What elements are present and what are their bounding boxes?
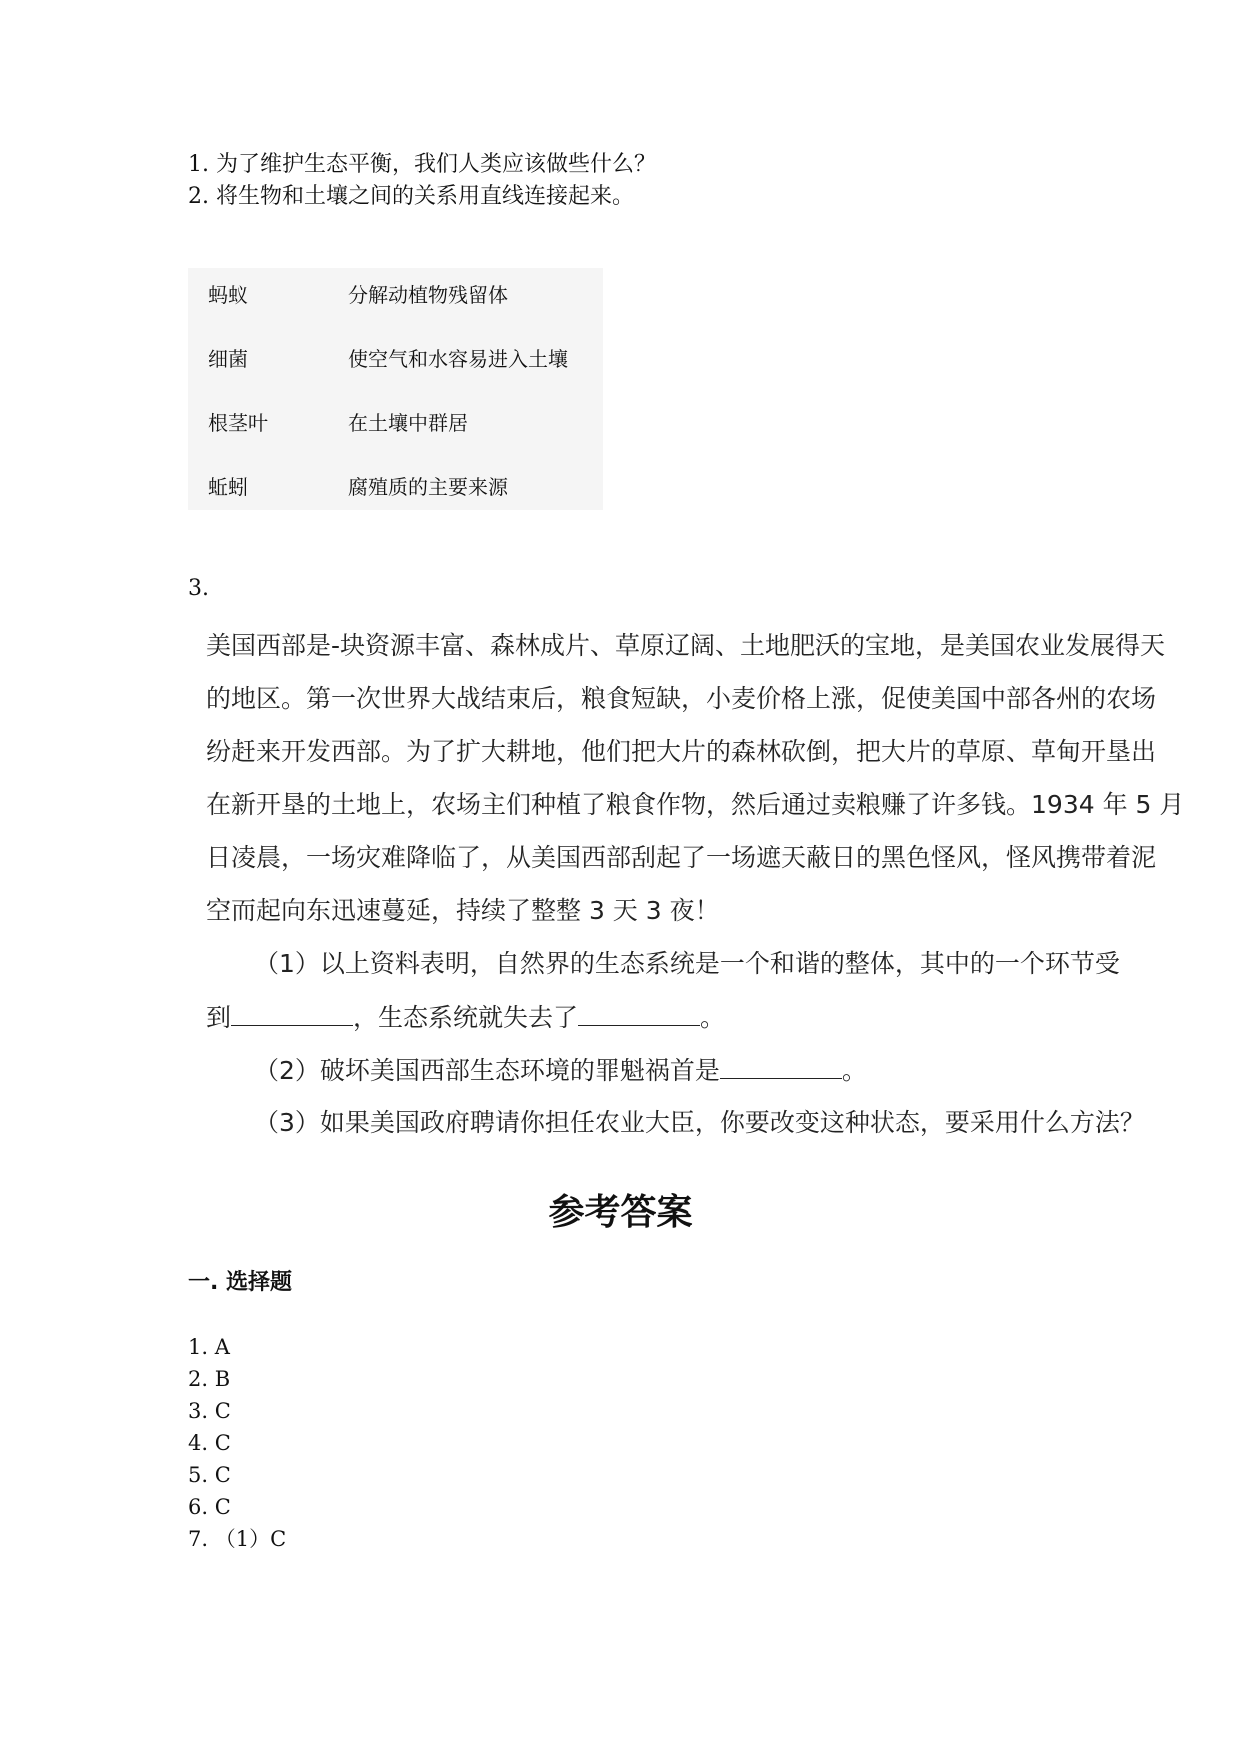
matching-row xyxy=(188,408,603,438)
matching-right-item: 在土壤中群居 xyxy=(348,411,468,435)
matching-left-item: 根茎叶 xyxy=(208,411,268,435)
answer-section-title: 一. 选择题 xyxy=(188,1270,293,1295)
passage-line: 在新开垦的土地上，农场主们种植了粮食作物，然后通过卖粮赚了许多钱。1934 年 5 月 xyxy=(206,790,1185,819)
passage-line: 纷赶来开发西部。为了扩大耕地，他们把大片的森林砍倒，把大片的草原、草甸开垦出 xyxy=(206,737,1157,766)
sub-question-1-blanks xyxy=(206,999,725,1036)
question-3-number: 3. xyxy=(188,576,209,601)
passage-line: 的地区。第一次世界大战结束后，粮食短缺，小麦价格上涨，促使美国中部各州的农场 xyxy=(206,684,1157,713)
passage-line: 空而起向东迅速蔓延，持续了整整 3 天 3 夜！ xyxy=(206,896,720,925)
sub1-text-end: 。 xyxy=(700,1003,726,1032)
sub-question-2 xyxy=(254,1052,867,1089)
matching-right-item: 腐殖质的主要来源 xyxy=(348,475,508,499)
matching-row xyxy=(188,280,603,310)
passage-line: 日凌晨，一场灾难降临了，从美国西部刮起了一场遮天蔽日的黑色怪风，怪风携带着泥 xyxy=(206,843,1157,872)
reading-passage xyxy=(206,628,1241,1156)
sub1-text-start: 到 xyxy=(206,1003,232,1032)
matching-row xyxy=(188,344,603,374)
question-2: 2. 将生物和土壤之间的关系用直线连接起来。 xyxy=(188,184,634,209)
answer-key-title: 参考答案 xyxy=(548,1192,693,1233)
answer-item: 1. A xyxy=(188,1335,230,1359)
sub2-text-end: 。 xyxy=(841,1056,867,1085)
answer-item: 6. C xyxy=(188,1495,231,1519)
sub1-text-mid: ，生态系统就失去了 xyxy=(353,1003,579,1032)
sub2-text-start: （2）破坏美国西部生态环境的罪魁祸首是 xyxy=(254,1056,720,1085)
matching-right-item: 使空气和水容易进入土壤 xyxy=(348,347,568,371)
answer-blank[interactable] xyxy=(720,1052,842,1079)
answer-blank[interactable] xyxy=(578,999,700,1026)
matching-right-item: 分解动植物残留体 xyxy=(348,283,508,307)
question-1: 1. 为了维护生态平衡，我们人类应该做些什么？ xyxy=(188,152,656,177)
answer-item: 2. B xyxy=(188,1367,231,1391)
matching-left-item: 细菌 xyxy=(208,347,248,371)
answer-item: 5. C xyxy=(188,1463,231,1487)
matching-left-item: 蚯蚓 xyxy=(208,475,248,499)
answer-blank[interactable] xyxy=(231,999,353,1026)
sub-question-3: （3）如果美国政府聘请你担任农业大臣，你要改变这种状态，要采用什么方法？ xyxy=(254,1108,1145,1137)
answer-item: 7. （1）C xyxy=(188,1527,287,1551)
sub-question-1: （1）以上资料表明，自然界的生态系统是一个和谐的整体，其中的一个环节受 xyxy=(254,949,1120,978)
passage-line: 美国西部是-块资源丰富、森林成片、草原辽阔、土地肥沃的宝地，是美国农业发展得天 xyxy=(206,631,1166,660)
matching-left-item: 蚂蚁 xyxy=(208,283,248,307)
matching-table xyxy=(188,268,603,510)
answer-item: 4. C xyxy=(188,1431,231,1455)
answer-item: 3. C xyxy=(188,1399,231,1423)
matching-row xyxy=(188,472,603,502)
